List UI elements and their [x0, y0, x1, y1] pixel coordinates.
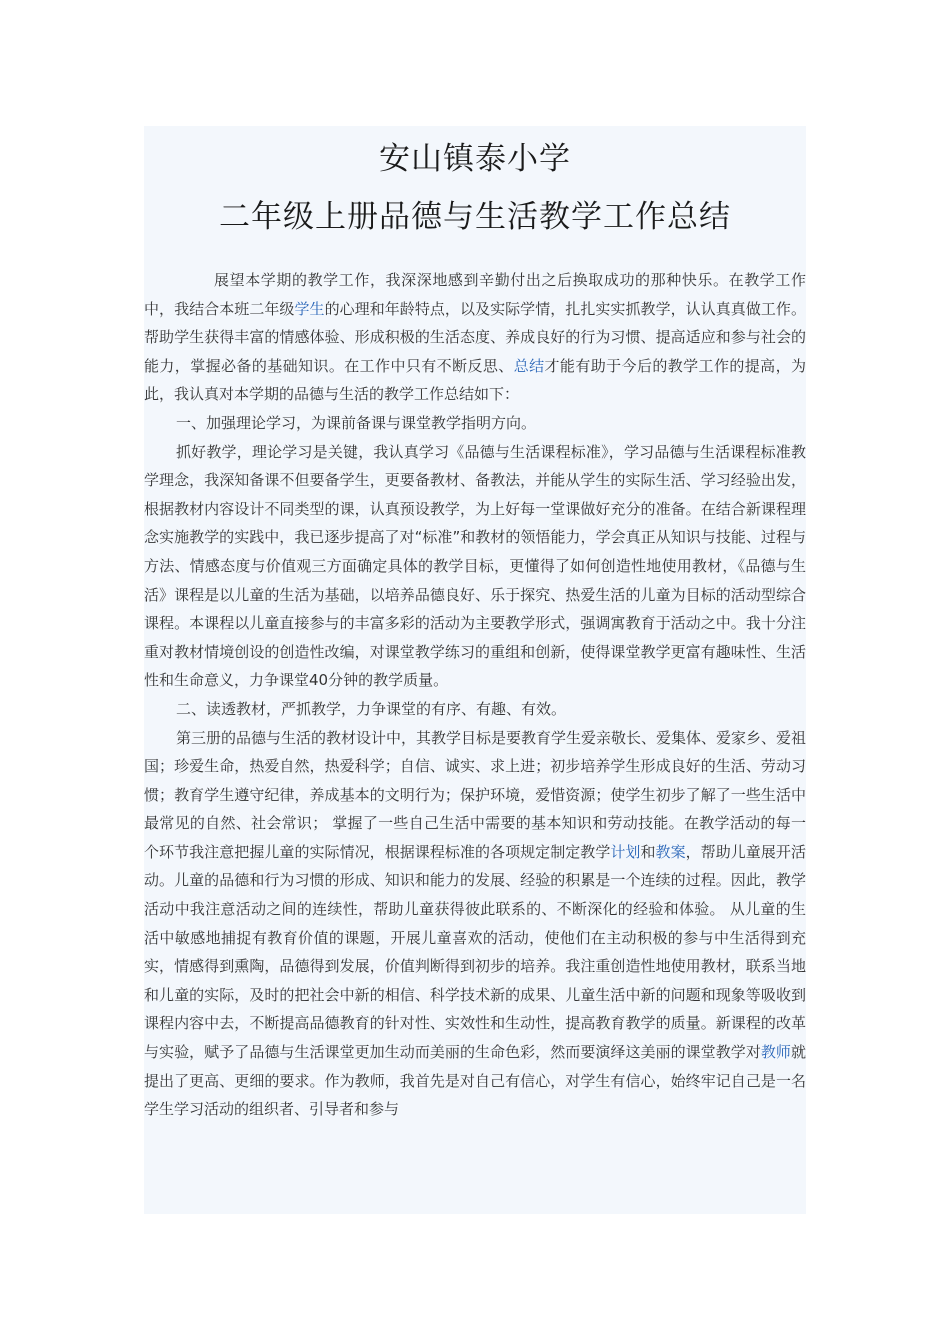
section-heading-2 [144, 695, 806, 724]
document-body [144, 266, 806, 1124]
link-students[interactable]: 学生 [294, 299, 325, 318]
text-run: 一、加强理论学习，为课前备课与课堂教学指明方向。 [176, 413, 537, 432]
section-heading-1 [144, 409, 806, 438]
text-run: 和 [640, 842, 656, 861]
text-run: 第三册的品德与生活的教材设计中，其教学目标是要教育学生爱亲敬长、爱集体、爱家乡、爱祖国；珍爱生命，热爱自然，热爱科学；自信、诚实、求上进；初步培养学生形成良好的生活、劳动习惯；教育学生遵守纪律，养成基本的文明行为；保护环境，爱惜资源；使学生初步了解了一些生活中最常见的自然、社会常识； 掌握了一些自己生活中需要的基本知识和劳动技能。在教学活动的每一个环节我注意把握儿童的实际情况，根据课程标准的各项规定制定教学 [144, 728, 806, 861]
text-run: 二、读透教材，严抓教学，力争课堂的有序、有趣、有效。 [176, 699, 567, 718]
section-paragraph-2 [144, 724, 806, 1124]
text-run: 的心理和年龄特点，以及实际学情，扎扎实实抓教学，认认真真做工作。帮助学生获得丰富的情感体验、形成积极的生活态度、养成良好的行为习惯、提高适应和参与社会的能力，掌握必备的基础知识。在工作中只有不断反思、 [144, 299, 806, 375]
text-run: 抓好教学，理论学习是关键，我认真学习《品德与生活课程标准》，学习品德与生活课程标准教学理念，我深知备课不但要备学生，更要备教材、备教法，并能从学生的实际生活、学习经验出发，根据教材内容设计不同类型的课，认真预设教学，为上好每一堂课做好充分的准备。在结合新课程理念实施教学的实践中，我已逐步提高了对“标准”和教材的领悟能力，学会真正从知识与技能、过程与方法、情感态度与价值观三方面确定具体的教学目标，更懂得了如何创造性地使用教材，《品德与生活》课程是以儿童的生活为基础，以培养品德良好、乐于探究、热爱生活的儿童为目标的活动型综合课程。本课程以儿童直接参与的丰富多彩的活动为主要教学形式，强调寓教育于活动之中。我十分注重对教材情境创设的创造性改编，对课堂教学练习的重组和创新，使得课堂教学更富有趣味性、生活性和生命意义，力争课堂40分钟的教学质量。 [144, 442, 806, 690]
text-run: ，帮助儿童展开活动。儿童的品德和行为习惯的形成、知识和能力的发展、经验的积累是一个连续的过程。因此，教学活动中我注意活动之间的连续性，帮助儿童获得彼此联系的、不断深化的经验和体验。 从儿童的生活中敏感地捕捉有教育价值的课题，开展儿童喜欢的活动，使他们在主动积极的参与中生活得到充实，情感得到熏陶，品德得到发展，价值判断得到初步的培养。我注重创造性地使用教材，联系当地和儿童的实际，及时的把社会中新的相信、科学技术新的成果、儿童生活中新的问题和现象等吸收到课程内容中去，不断提高品德教育的针对性、实效性和生动性，提高教育教学的质量。新课程的改革与实验，赋予了品德与生活课堂更加生动而美丽的生命色彩，然而要演绎这美丽的课堂教学对 [144, 842, 806, 1062]
link-summary[interactable]: 总结 [513, 356, 545, 375]
intro-paragraph [144, 266, 806, 409]
text-run: 展望本学期的教学工作，我深深地感到辛勤付出之后换取成功的那种快乐。在教学工作中，我结合本班二年级 [144, 271, 806, 318]
text-run: 才能有助于今后的教学工作的提高，为此，我认真对本学期的品德与生活的教学工作总结如下： [144, 356, 806, 404]
text-run: 就提出了更高、更细的要求。作为教师，我首先是对自己有信心，对学生有信心，始终牢记自己是一名学生学习活动的组织者、引导者和参与 [144, 1043, 806, 1119]
link-lesson-plan[interactable]: 教案 [655, 842, 686, 861]
section-paragraph-1 [144, 438, 806, 695]
document-title-subject: 二年级上册品德与生活教学工作总结 [219, 199, 731, 235]
document-page [144, 126, 806, 1214]
document-title-school: 安山镇泰小学 [379, 141, 571, 177]
link-teacher[interactable]: 教师 [760, 1043, 791, 1062]
link-plan[interactable]: 计划 [610, 842, 641, 861]
